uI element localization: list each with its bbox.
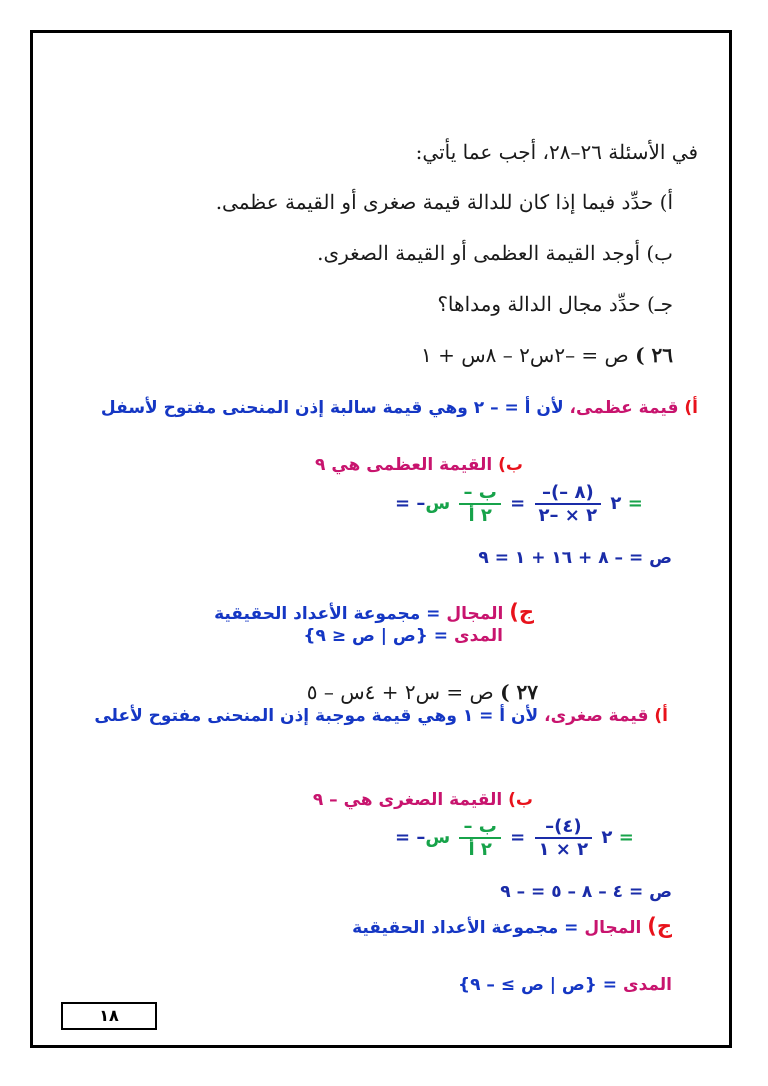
q27-x-equation (395, 816, 634, 860)
q27-b-text: القيمة الصغرى هي – ٩ (312, 790, 503, 810)
q27-y-lhs: ص = (628, 882, 672, 902)
q26-equation: ص = –٢س٢ – ٨س + ١ (421, 343, 629, 367)
q27-y-rhs: ٤ – ٨ – ٥ = – ٩ (500, 882, 624, 902)
q26-c-label: ج) (509, 600, 534, 624)
q27-equation: ص = س٢ + ٤س – ٥ (306, 680, 494, 704)
q27-answer-c-domain (352, 914, 672, 938)
part-a-instruction: أ) حدِّد فيما إذا كان للدالة قيمة صغرى أو القيمة عظمى. (215, 190, 673, 214)
q26-c-range-text: = {ص | ص ≤ ٩} (303, 626, 449, 646)
q27-header (307, 680, 538, 704)
q26-answer-c-range (303, 626, 503, 646)
q26-y-rhs: – ٨ + ١٦ + ١ = ٩ (478, 548, 624, 568)
q27-x-fraction1 (459, 816, 500, 860)
q27-answer-b (313, 790, 533, 810)
q26-y-lhs: ص = (628, 548, 672, 568)
q27-c-range-text: = {ص | ص ≥ – ٩} (458, 975, 618, 995)
q26-x-lhs: س = (425, 493, 643, 514)
q26-x-result: = –٢ (395, 493, 622, 514)
q27-x-frac2-num: –(٤) (535, 816, 593, 839)
q27-answer-c-range (458, 975, 672, 995)
q27-x-fraction2 (535, 816, 593, 860)
q27-c-label: ج) (647, 914, 672, 938)
q27-y-equation (500, 882, 672, 902)
q26-b-text: القيمة العظمى هي ٩ (315, 455, 493, 475)
q26-c-domain-label: المجال (446, 604, 504, 624)
q27-c-domain-label: المجال (584, 918, 642, 938)
q26-c-domain-text: = مجموعة الأعداد الحقيقية (214, 604, 441, 624)
q26-x-frac2-den: ٢ × –٢ (538, 505, 598, 526)
q27-a-label: أ) (654, 706, 668, 726)
q27-x-frac1-num: – ب (459, 816, 500, 839)
q27-c-range-label: المدى (622, 975, 672, 995)
q26-b-label: ب) (498, 455, 523, 475)
q27-a-text: لأن أ = ١ وهي قيمة موجبة إذن المنحنى مفتوح لأعلى (94, 706, 539, 726)
q27-x-result: = –٢ (395, 827, 613, 848)
q27-x-frac1-den: ٢ أ (468, 839, 492, 860)
q26-a-text: لأن أ = – ٢ وهي قيمة سالبة إذن المنحنى مفتوح لأسفل (100, 398, 564, 418)
q27-x-equals: = (510, 827, 526, 848)
q26-x-equals: = (510, 493, 526, 514)
q26-answer-b (315, 455, 523, 475)
q26-x-fraction1 (459, 482, 500, 526)
q26-answer-a (101, 398, 698, 418)
q26-x-frac1-num: – ب (459, 482, 500, 505)
part-b-instruction: ب) أوجد القيمة العظمى أو القيمة الصغرى. (317, 241, 673, 265)
q27-answer-a (94, 706, 668, 726)
q26-y-equation (478, 548, 672, 568)
q26-number: ٢٦ ) (635, 343, 673, 367)
q26-x-fraction2 (535, 482, 602, 526)
q26-a-label: أ) (684, 398, 698, 418)
q26-c-range-label: المدى (453, 626, 503, 646)
q26-x-equation (395, 482, 643, 526)
q27-b-label: ب) (508, 790, 533, 810)
instructions-intro: في الأسئلة ٢٦–٢٨، أجب عما يأتي: (415, 140, 698, 164)
q27-x-frac2-den: ٢ × ١ (538, 839, 589, 860)
q26-answer-c-domain (214, 600, 534, 624)
q27-number: ٢٧ ) (500, 680, 538, 704)
q27-x-lhs: س = (425, 827, 634, 848)
part-c-instruction: جـ) حدِّد مجال الدالة ومداها؟ (437, 292, 673, 316)
page-number: ١٨ (61, 1002, 157, 1030)
q26-x-frac2-num: –(– ٨) (535, 482, 602, 505)
q27-a-type: قيمة صغرى، (544, 706, 649, 726)
q26-a-type: قيمة عظمى، (569, 398, 679, 418)
q26-header (421, 343, 673, 367)
q26-x-frac1-den: ٢ أ (468, 505, 492, 526)
q27-c-domain-text: = مجموعة الأعداد الحقيقية (352, 918, 579, 938)
